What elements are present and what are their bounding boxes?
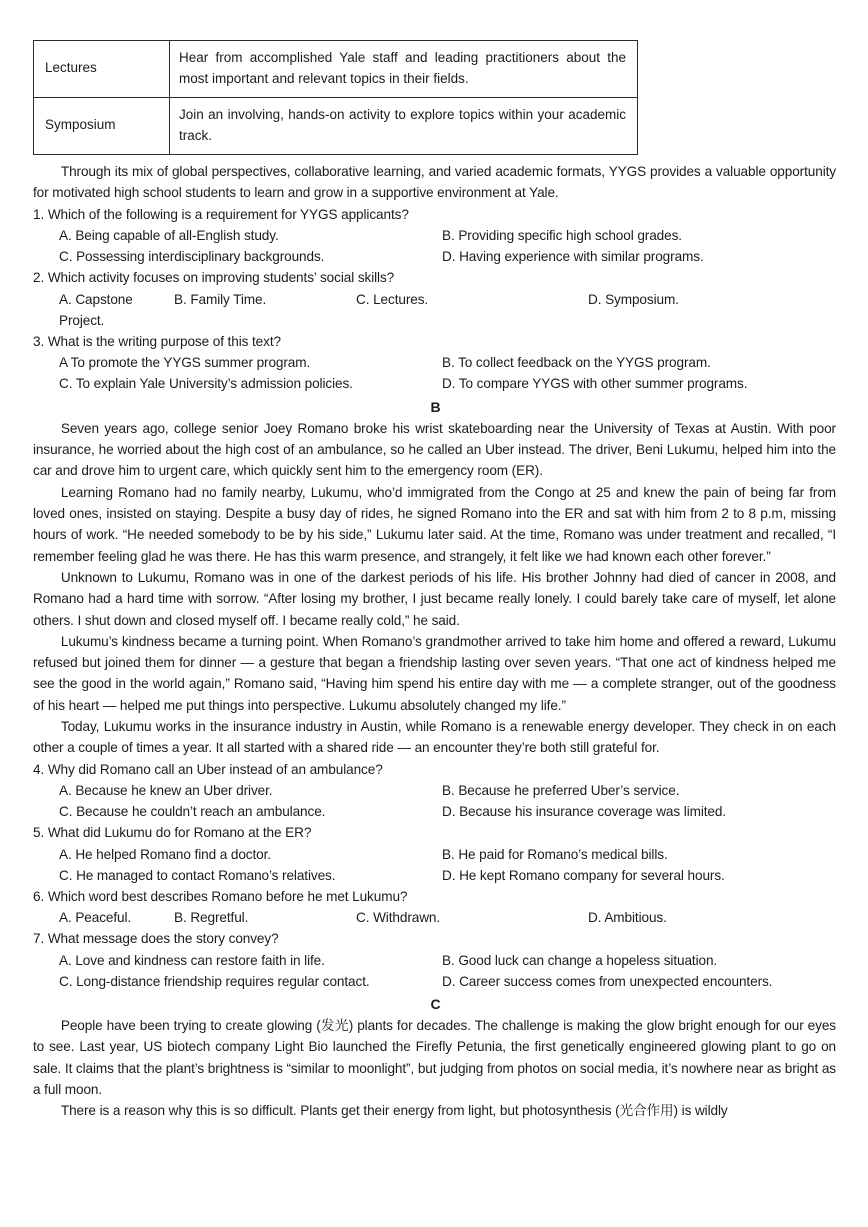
option-3-d[interactable]: D. To compare YYGS with other summer programs. [442,376,748,392]
section-c-paragraph-2: There is a reason why this is so difficult. Plants get their energy from light, but photosynthesis (光合作用) is wildly [60,1103,728,1119]
option-5-b[interactable]: B. He paid for Romano’s medical bills. [442,846,668,862]
option-4-d[interactable]: D. Because his insurance coverage was limited. [442,804,727,820]
section-b-paragraph-3: Unknown to Lukumu, Romano was in one of the darkest periods of his life. His brother Johnny had died of cancer in 2008, and Romano had a hard time with sorrow. “After losing my brother, I just became really lonely. I could barely take care of myself, let alone others. I shut down and closed myself off. I became really cold,” he said. [33,569,836,628]
option-7-b[interactable]: B. Good luck can change a hopeless situation. [442,952,718,968]
question-stem-4: 4. Why did Romano call an Uber instead of an ambulance? [33,761,383,777]
question-options-7-row-2 [33,971,838,992]
question-options-1-row-2 [33,246,838,267]
option-2-a[interactable]: A. Capstone Project. [59,291,133,328]
question-options-7-row-1 [33,950,838,971]
question-stem-1: 1. Which of the following is a requirement for YYGS applicants? [33,206,409,222]
table-row [34,98,638,155]
question-stem-3: 3. What is the writing purpose of this text? [33,333,281,349]
option-7-c[interactable]: C. Long-distance friendship requires regular contact. [59,973,370,989]
option-2-d[interactable]: D. Symposium. [588,291,679,307]
option-7-d[interactable]: D. Career success comes from unexpected encounters. [442,973,773,989]
question-options-5-row-1 [33,844,838,865]
section-letter-b: B [430,398,441,415]
option-5-c[interactable]: C. He managed to contact Romano’s relatives. [59,867,336,883]
option-7-a[interactable]: A. Love and kindness can restore faith in life. [59,952,325,968]
question-stem-7: 7. What message does the story convey? [33,931,279,947]
question-options-4-row-1 [33,780,838,801]
question-stem-2: 2. Which activity focuses on improving students’ social skills? [33,270,395,286]
program-activities-table [33,40,638,155]
activity-category: Symposium [34,98,170,155]
option-1-b[interactable]: B. Providing specific high school grades. [442,227,682,243]
option-1-d[interactable]: D. Having experience with similar programs. [442,249,704,265]
option-5-d[interactable]: D. He kept Romano company for several hours. [442,867,725,883]
option-1-a[interactable]: A. Being capable of all-English study. [59,227,279,243]
question-options-2-row-1 [33,289,838,331]
option-3-a[interactable]: A To promote the YYGS summer program. [59,355,311,371]
section-b-paragraph-2: Learning Romano had no family nearby, Lukumu, who’d immigrated from the Congo at 25 and knew the pain of being far from loved ones, insisted on staying. Despite a busy day of rides, he signed Romano into the ER and sat with him from 2 to 8 p.m, missing hours of work. “He needed somebody to be by his side,” Lukumu later said. At the time, Romano was under treatment and recalled, “I remember feeling glad he was there. He has this warm presence, and strangely, it felt like we had known each other forever.” [33,484,836,564]
question-options-3-row-2 [33,373,838,394]
question-options-5-row-2 [33,865,838,886]
option-2-b[interactable]: B. Family Time. [174,291,267,307]
question-stem-6: 6. Which word best describes Romano before he met Lukumu? [33,889,408,905]
option-1-c[interactable]: C. Possessing interdisciplinary backgrounds. [59,249,325,265]
option-5-a[interactable]: A. He helped Romano find a doctor. [59,846,271,862]
section-c-paragraph-1: People have been trying to create glowing (发光) plants for decades. The challenge is making the glow bright enough for our eyes to see. Last year, US biotech company Light Bio launched the Firefly Petunia, the first genetically engineered glowing plant to go on sale. It claims that the plant’s brightness is “similar to moonlight”, but judging from photos on social media, it’s nowhere near as bright as a full moon. [33,1018,836,1098]
option-3-c[interactable]: C. To explain Yale University’s admission policies. [59,376,353,392]
question-options-1-row-1 [33,225,838,246]
question-options-6-row-1 [33,907,838,928]
table-row [34,41,638,98]
section-b-paragraph-4: Lukumu’s kindness became a turning point. When Romano’s grandmother arrived to take him home and offered a reward, Lukumu refused but joined them for dinner — a gesture that began a friendship lasting over seven years. “That one act of kindness helped me see the good in the world again,” Romano said, “Having him spend his entire day with me — a complete stranger, out of the goodness of his heart — helped me put things into perspective. Lukumu absolutely changed my life.” [33,633,836,713]
section-letter-c: C [430,996,441,1013]
activity-category: Lectures [34,41,170,98]
option-4-a[interactable]: A. Because he knew an Uber driver. [59,783,273,798]
option-6-b[interactable]: B. Regretful. [174,910,249,926]
option-4-c[interactable]: C. Because he couldn’t reach an ambulance. [59,804,326,820]
activity-description: Hear from accomplished Yale staff and leading practitioners about the most important and relevant topics in their fields. [170,41,638,98]
option-6-c[interactable]: C. Withdrawn. [356,910,441,926]
question-stem-5: 5. What did Lukumu do for Romano at the ER? [33,825,312,841]
option-4-b[interactable]: B. Because he preferred Uber’s service. [442,783,680,798]
section-a-closing-paragraph: Through its mix of global perspectives, collaborative learning, and varied academic formats, YYGS provides a valuable opportunity for motivated high school students to learn and grow in a supportive environment at Yale. [33,164,836,201]
option-3-b[interactable]: B. To collect feedback on the YYGS program. [442,355,711,371]
activity-description: Join an involving, hands-on activity to explore topics within your academic track. [170,98,638,155]
question-options-3-row-1 [33,352,838,373]
option-6-d[interactable]: D. Ambitious. [588,910,667,926]
option-2-c[interactable]: C. Lectures. [356,291,429,307]
question-options-4-row-2 [33,801,838,822]
option-6-a[interactable]: A. Peaceful. [59,910,132,926]
section-b-paragraph-5: Today, Lukumu works in the insurance industry in Austin, while Romano is a renewable energy developer. They check in on each other a couple of times a year. It all started with a shared ride — an encounter they’re both still grateful for. [33,719,836,756]
section-b-paragraph-1: Seven years ago, college senior Joey Romano broke his wrist skateboarding near the University of Texas at Austin. With poor insurance, he worried about the high cost of an ambulance, so he called an Uber instead. The driver, Beni Lukumu, helped him into the car and drove him to urgent care, which quickly sent him to the emergency room (ER). [33,420,836,479]
